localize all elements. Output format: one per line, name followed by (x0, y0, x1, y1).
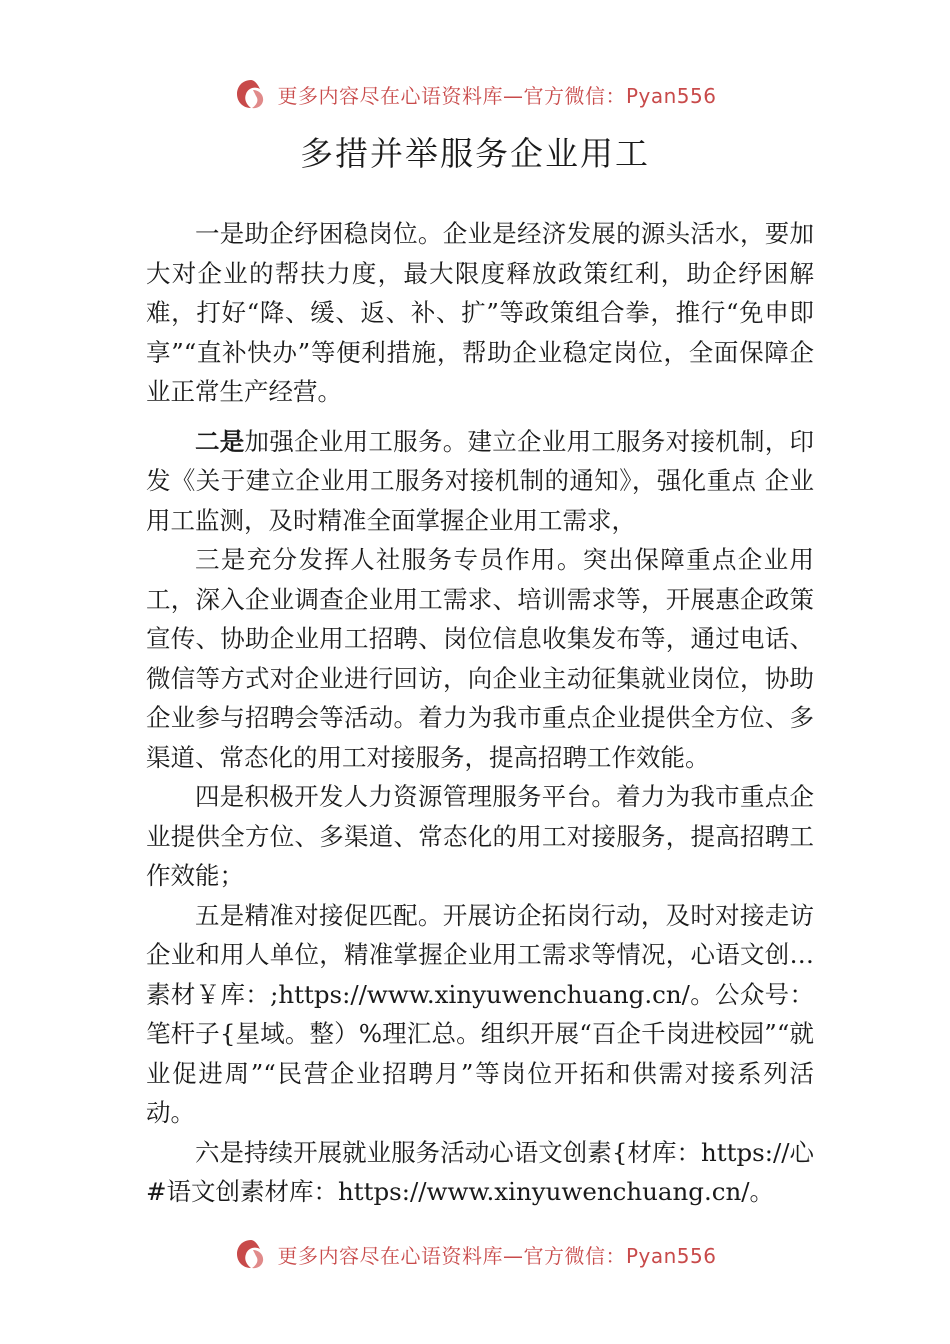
banner-text: 更多内容尽在心语资料库—官方微信：Pyan556 (277, 83, 717, 108)
paragraph-text: 四是积极开发人力资源管理服务平台。着力为我市重点企业提供全方位、多渠道、常态化的用工对接服务，提高招聘工作效能； (146, 782, 814, 890)
paragraph-text: 一是助企纾困稳岗位。企业是经济发展的源头活水，要加大对企业的帮扶力度，最大限度释放政策红利，助企纾困解难，打好“降、缓、返、补、扩”等政策组合拳，推行“免申即享”“直补快办”等便利措施，帮助企业稳定岗位，全面保障企业正常生产经营。 (146, 219, 814, 406)
paragraph-text: 五是精准对接促匹配。开展访企拓岗行动，及时对接走访企业和用人单位，精准掌握企业用工需求等情况，心语文创…素材￥库：;https://www.xinyuwenchuang.cn/。公众号：笔杆子{星域。整）%理汇总。组织开展“百企千岗进校园”“就业促进周”“民营企业招聘月”等岗位开拓和供需对接系列活动。 (146, 900, 814, 1127)
document-title: 多措并举服务企业用工 (300, 134, 650, 173)
paragraph-text: 六是持续开展就业服务活动心语文创素{材库：https://心#语文创素材库：https://www.xinyuwenchuang.cn/。 (146, 1137, 814, 1206)
swirl-logo-icon (233, 1236, 269, 1272)
paragraph-3 (146, 540, 814, 777)
paragraph-lead: 二是 (195, 426, 245, 456)
paragraph-text: 加强企业用工服务。建立企业用工服务对接机制，印发《关于建立企业用工服务对接机制的通知》，强化重点 企业用工监测，及时精准全面掌握企业用工需求， (146, 426, 815, 535)
document-body (146, 214, 814, 1212)
paragraph-6 (146, 1133, 814, 1212)
header-banner (0, 72, 950, 116)
paragraph-text: 三是充分发挥人社服务专员作用。突出保障重点企业用工，深入企业调查企业用工需求、培训需求等，开展惠企政策宣传、协助企业用工招聘、岗位信息收集发布等，通过电话、微信等方式对企业进行回访，向企业主动征集就业岗位，协助企业参与招聘会等活动。着力为我市重点企业提供全方位、多渠道、常态化的用工对接服务，提高招聘工作效能。 (146, 545, 814, 772)
paragraph-1 (146, 214, 814, 412)
swirl-logo-icon (233, 76, 269, 112)
banner-text: 更多内容尽在心语资料库—官方微信：Pyan556 (277, 1243, 717, 1268)
footer-banner (0, 1232, 950, 1276)
paragraph-5 (146, 896, 814, 1133)
paragraph-2 (146, 422, 814, 541)
paragraph-4 (146, 777, 814, 896)
